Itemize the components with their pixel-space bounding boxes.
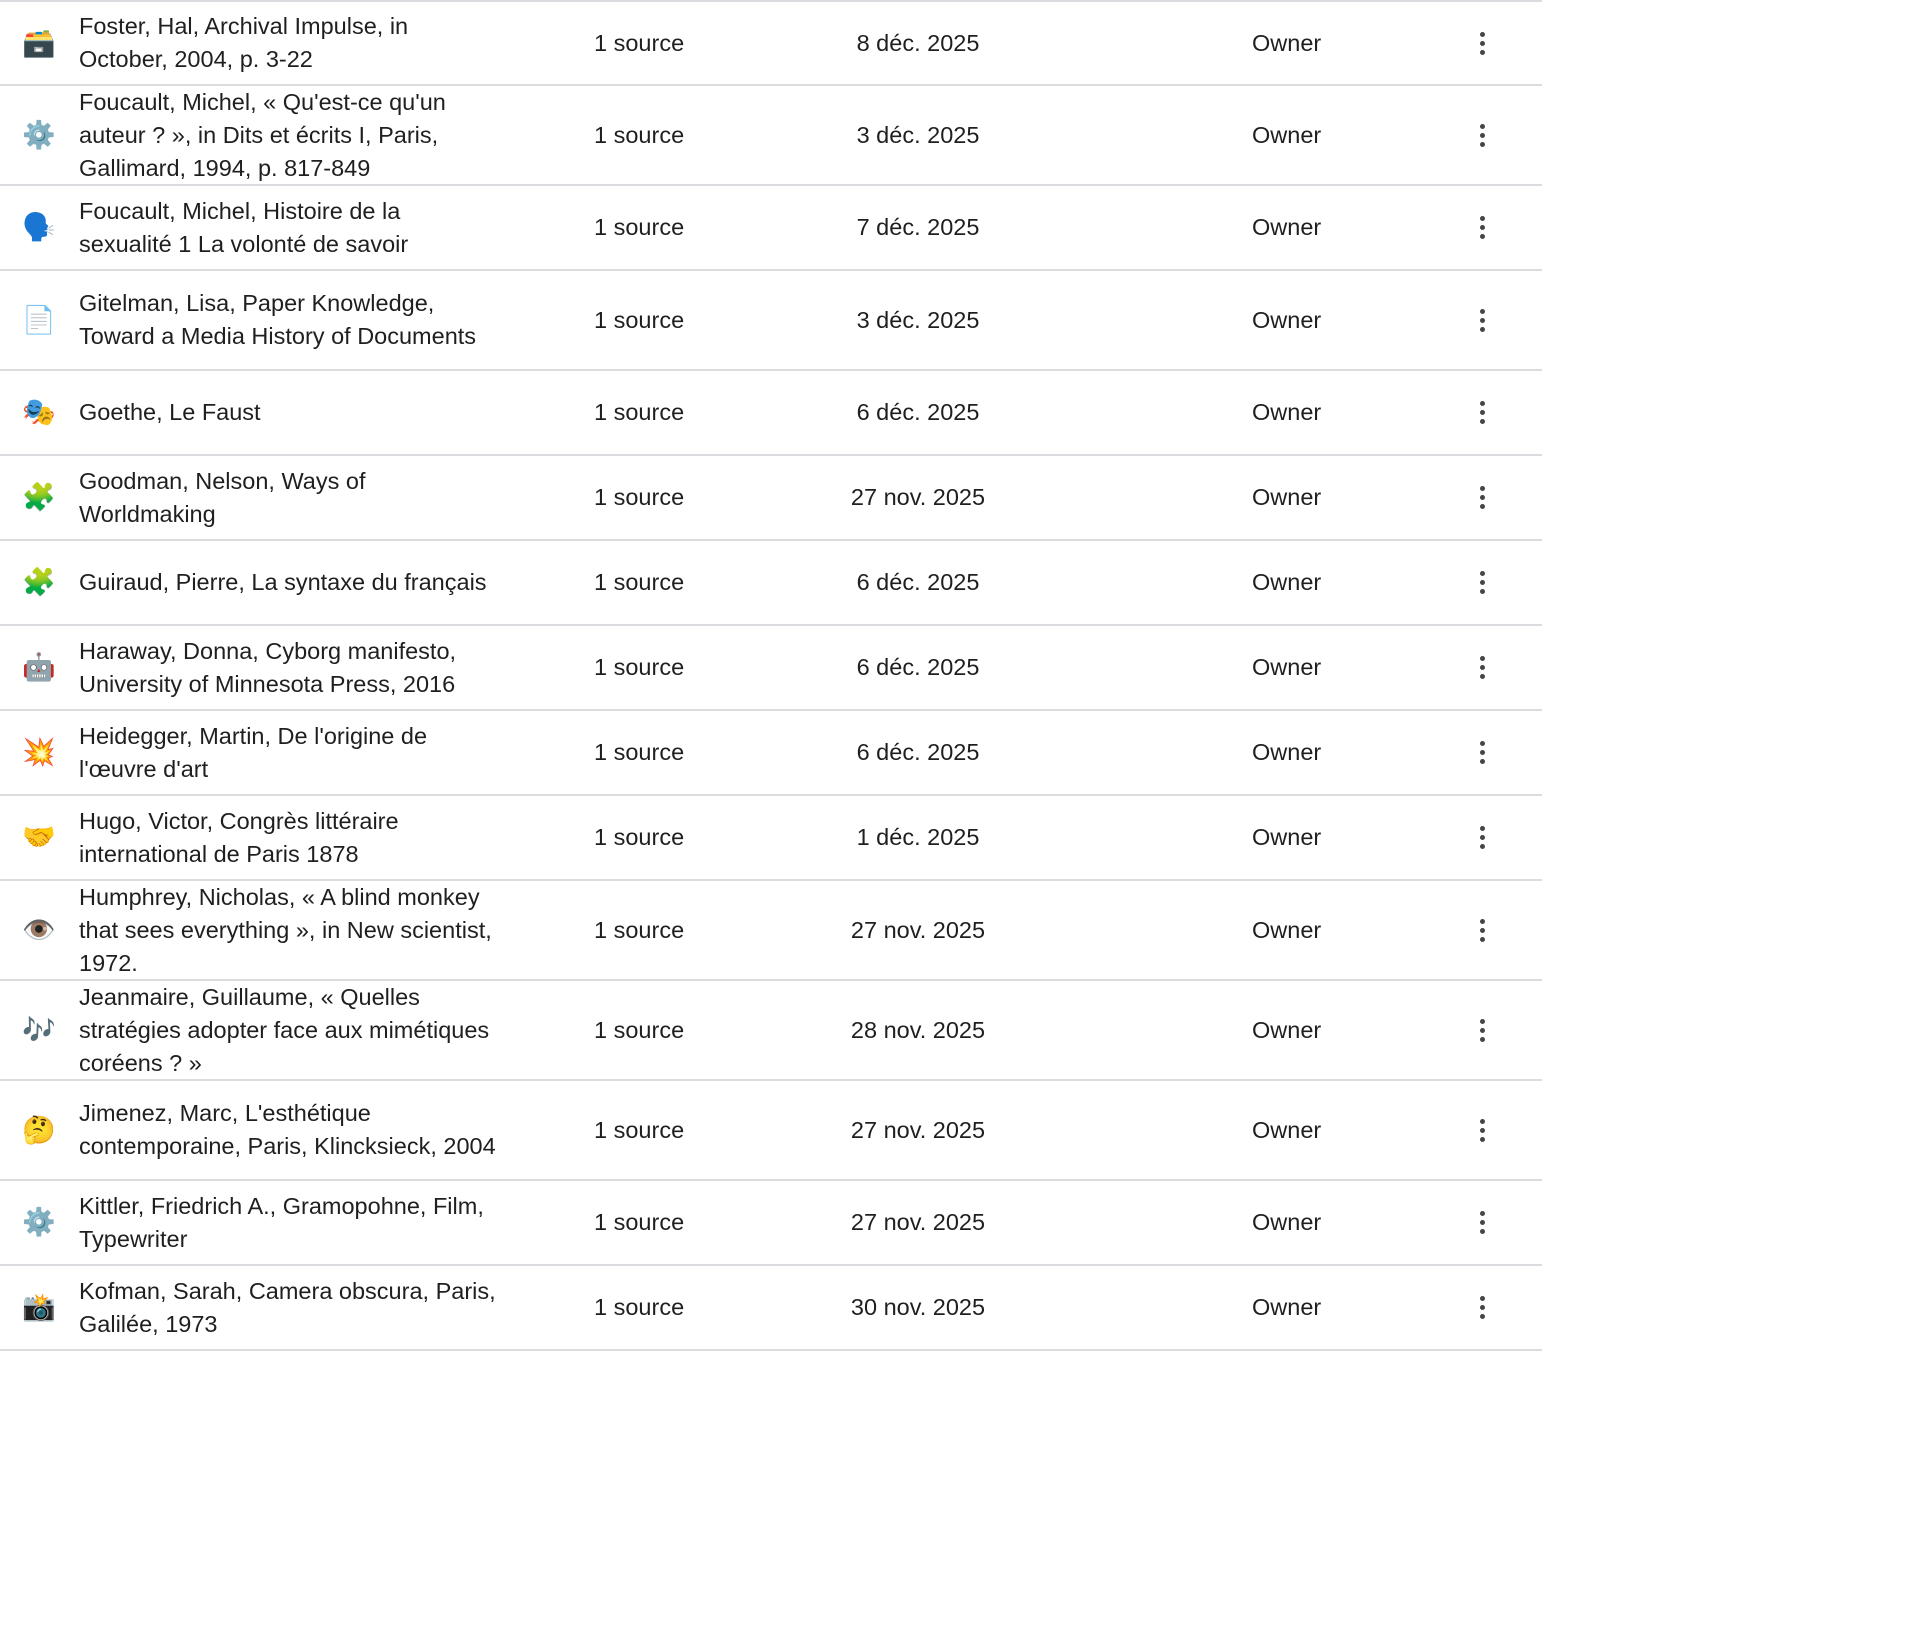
table-row[interactable] [0, 711, 1542, 796]
created-date: 3 déc. 2025 [856, 306, 980, 333]
card-file-box-icon: 🗃️ [22, 27, 56, 58]
created-date: 6 déc. 2025 [856, 739, 980, 765]
menu-dot [1480, 674, 1485, 679]
handshake-icon: 🤝 [22, 822, 56, 852]
menu-dot [1480, 835, 1485, 840]
menu-dot [1480, 571, 1485, 576]
menu-dot [1480, 1220, 1485, 1225]
table-row[interactable] [0, 1266, 1542, 1351]
role-label: Owner [1252, 916, 1322, 943]
created-date: 3 déc. 2025 [856, 121, 980, 148]
menu-dot [1480, 1137, 1485, 1142]
speaking-head-icon: 🗣️ [22, 212, 56, 242]
menu-dot [1480, 504, 1485, 509]
menu-dot [1480, 410, 1485, 415]
table-row[interactable] [0, 371, 1542, 456]
created-date: 1 déc. 2025 [856, 824, 980, 850]
menu-dot [1480, 937, 1485, 942]
notebook-title[interactable]: Foucault, Michel, Histoire de la sexualité 1 La volonté de savoir [79, 197, 409, 257]
notebook-title[interactable]: Foucault, Michel, « Qu'est-ce qu'un auteur ? », in Dits et écrits I, Paris, Gallimard, 1994, p. 817-849 [79, 88, 446, 181]
source-count: 1 source [594, 399, 685, 425]
menu-dot [1480, 133, 1485, 138]
document-icon: 📄 [22, 304, 56, 335]
menu-dot [1480, 41, 1485, 46]
created-date: 27 nov. 2025 [850, 1209, 986, 1235]
table-row[interactable] [0, 271, 1542, 371]
menu-dot [1480, 50, 1485, 55]
created-date: 8 déc. 2025 [856, 29, 980, 56]
notebook-title[interactable]: Gitelman, Lisa, Paper Knowledge, Toward a Media History of Documents [79, 290, 477, 349]
source-count: 1 source [594, 1116, 685, 1143]
notebook-title[interactable]: Kittler, Friedrich A., Gramopohne, Film, Typewriter [79, 1192, 484, 1252]
notebook-title[interactable]: Guiraud, Pierre, La syntaxe du français [79, 569, 487, 595]
more-options-icon[interactable] [1462, 733, 1502, 773]
notebook-title[interactable]: Goethe, Le Faust [79, 399, 261, 425]
table-row[interactable] [0, 86, 1542, 186]
menu-dot [1480, 750, 1485, 755]
menu-dot [1480, 844, 1485, 849]
notebook-title[interactable]: Hugo, Victor, Congrès littéraire international de Paris 1878 [79, 807, 399, 867]
menu-dot [1480, 665, 1485, 670]
thinking-face-icon: 🤔 [22, 1114, 56, 1145]
role-label: Owner [1252, 214, 1322, 240]
menu-dot [1480, 495, 1485, 500]
table-row[interactable] [0, 881, 1542, 981]
role-label: Owner [1252, 1016, 1322, 1043]
source-count: 1 source [594, 569, 685, 595]
created-date: 27 nov. 2025 [850, 916, 986, 943]
more-options-icon[interactable] [1462, 648, 1502, 688]
notebook-title[interactable]: Jimenez, Marc, L'esthétique contemporaine, Paris, Klincksieck, 2004 [79, 1100, 496, 1159]
more-options-icon[interactable] [1462, 910, 1502, 950]
menu-dot [1480, 309, 1485, 314]
menu-dot [1480, 1119, 1485, 1124]
collision-icon: 💥 [22, 737, 56, 767]
created-date: 27 nov. 2025 [850, 1116, 986, 1143]
notebook-title[interactable]: Kofman, Sarah, Camera obscura, Paris, Galilée, 1973 [79, 1277, 496, 1337]
musical-notes-icon: 🎶 [22, 1014, 56, 1045]
menu-dot [1480, 401, 1485, 406]
role-label: Owner [1252, 29, 1322, 56]
table-row[interactable] [0, 456, 1542, 541]
menu-dot [1480, 124, 1485, 129]
table-row[interactable] [0, 186, 1542, 271]
source-count: 1 source [594, 824, 685, 850]
created-date: 30 nov. 2025 [850, 1294, 986, 1320]
more-options-icon[interactable] [1462, 1203, 1502, 1243]
notebook-title[interactable]: Foster, Hal, Archival Impulse, in October, 2004, p. 3-22 [79, 13, 409, 72]
menu-dot [1480, 486, 1485, 491]
role-label: Owner [1252, 824, 1322, 850]
notebook-title[interactable]: Heidegger, Martin, De l'origine de l'œuvre d'art [79, 722, 428, 782]
more-options-icon[interactable] [1462, 115, 1502, 155]
menu-dot [1480, 1128, 1485, 1133]
menu-dot [1480, 216, 1485, 221]
role-label: Owner [1252, 484, 1322, 510]
menu-dot [1480, 656, 1485, 661]
menu-dot [1480, 1211, 1485, 1216]
source-count: 1 source [594, 1209, 685, 1235]
role-label: Owner [1252, 1209, 1322, 1235]
menu-dot [1480, 826, 1485, 831]
menu-dot [1480, 928, 1485, 933]
source-count: 1 source [594, 739, 685, 765]
table-row[interactable] [0, 541, 1542, 626]
more-options-icon[interactable] [1462, 208, 1502, 248]
more-options-icon[interactable] [1462, 563, 1502, 603]
menu-dot [1480, 1037, 1485, 1042]
table-row[interactable] [0, 626, 1542, 711]
created-date: 6 déc. 2025 [856, 399, 980, 425]
gear-icon: ⚙️ [22, 1207, 56, 1237]
more-options-icon[interactable] [1462, 300, 1502, 340]
role-label: Owner [1252, 654, 1322, 680]
created-date: 6 déc. 2025 [856, 569, 980, 595]
puzzle-piece-icon: 🧩 [22, 567, 56, 597]
role-label: Owner [1252, 739, 1322, 765]
menu-dot [1480, 142, 1485, 147]
source-count: 1 source [594, 214, 685, 240]
menu-dot [1480, 589, 1485, 594]
source-count: 1 source [594, 29, 685, 56]
notebook-title[interactable]: Goodman, Nelson, Ways of Worldmaking [79, 467, 366, 527]
menu-dot [1480, 1296, 1485, 1301]
menu-dot [1480, 1028, 1485, 1033]
puzzle-piece-icon: 🧩 [22, 482, 56, 512]
role-label: Owner [1252, 399, 1322, 425]
created-date: 27 nov. 2025 [850, 484, 986, 510]
source-count: 1 source [594, 1016, 685, 1043]
role-label: Owner [1252, 1294, 1322, 1320]
more-options-icon[interactable] [1462, 1110, 1502, 1150]
source-count: 1 source [594, 306, 685, 333]
menu-dot [1480, 1305, 1485, 1310]
menu-dot [1480, 759, 1485, 764]
menu-dot [1480, 419, 1485, 424]
table-row[interactable] [0, 1181, 1542, 1266]
more-options-icon[interactable] [1462, 818, 1502, 858]
table-row[interactable] [0, 2, 1542, 86]
menu-dot [1480, 225, 1485, 230]
notebook-title[interactable]: Humphrey, Nicholas, « A blind monkey that sees everything », in New scientist, 1972. [79, 883, 492, 976]
notebook-title[interactable]: Haraway, Donna, Cyborg manifesto, University of Minnesota Press, 2016 [79, 637, 457, 697]
menu-dot [1480, 1314, 1485, 1319]
source-count: 1 source [594, 484, 685, 510]
more-options-icon[interactable] [1462, 1288, 1502, 1328]
role-label: Owner [1252, 121, 1322, 148]
menu-dot [1480, 1229, 1485, 1234]
menu-dot [1480, 741, 1485, 746]
eye-icon: 👁️ [22, 914, 56, 945]
more-options-icon[interactable] [1462, 393, 1502, 433]
menu-dot [1480, 327, 1485, 332]
source-count: 1 source [594, 1294, 685, 1320]
camera-flash-icon: 📸 [22, 1292, 56, 1322]
created-date: 28 nov. 2025 [850, 1016, 986, 1043]
more-options-icon[interactable] [1462, 1010, 1502, 1050]
menu-dot [1480, 1019, 1485, 1024]
gear-icon: ⚙️ [22, 119, 56, 150]
created-date: 7 déc. 2025 [856, 214, 980, 240]
menu-dot [1480, 318, 1485, 323]
more-options-icon[interactable] [1462, 478, 1502, 518]
table-row[interactable] [0, 796, 1542, 881]
source-count: 1 source [594, 121, 685, 148]
robot-icon: 🤖 [22, 652, 56, 682]
theater-masks-icon: 🎭 [22, 397, 56, 427]
menu-dot [1480, 919, 1485, 924]
created-date: 6 déc. 2025 [856, 654, 980, 680]
notebook-title[interactable]: Jeanmaire, Guillaume, « Quelles stratégies adopter face aux mimétiques coréens ? » [79, 983, 490, 1076]
menu-dot [1480, 32, 1485, 37]
source-count: 1 source [594, 654, 685, 680]
more-options-icon[interactable] [1462, 23, 1502, 63]
table-row[interactable] [0, 1081, 1542, 1181]
table-row[interactable] [0, 981, 1542, 1081]
role-label: Owner [1252, 306, 1322, 333]
role-label: Owner [1252, 569, 1322, 595]
role-label: Owner [1252, 1116, 1322, 1143]
source-count: 1 source [594, 916, 685, 943]
menu-dot [1480, 234, 1485, 239]
menu-dot [1480, 580, 1485, 585]
